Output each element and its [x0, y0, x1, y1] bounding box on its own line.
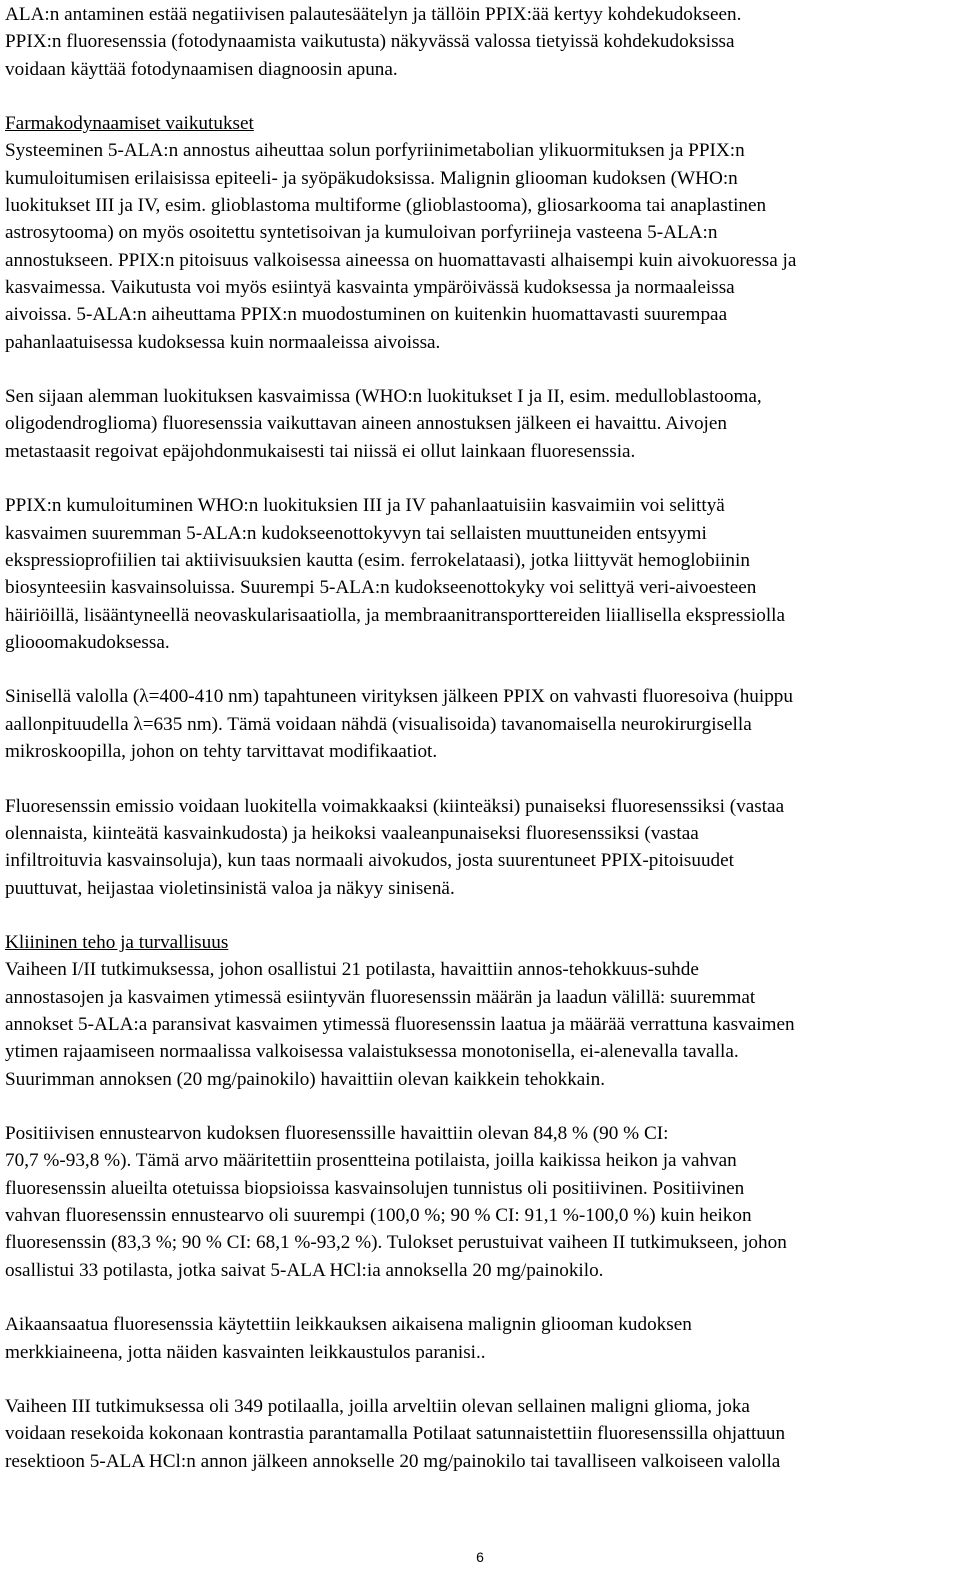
text-line: 70,7 %-93,8 %). Tämä arvo määritettiin prosentteina potilaista, joilla kaikissa heikon ja vahvan: [5, 1150, 737, 1172]
text-line: Vaiheen III tutkimuksessa oli 349 potilaalla, joilla arveltiin olevan sellainen maligni glioma, joka: [5, 1396, 750, 1418]
text-line: PPIX:n kumuloituminen WHO:n luokituksien III ja IV pahanlaatuisiin kasvaimiin voi selittyä: [5, 495, 725, 517]
text-line: pahanlaatuisessa kudoksessa kuin normaaleissa aivoissa.: [5, 331, 441, 353]
text-line: luokitukset III ja IV, esim. glioblastoma multiforme (glioblastooma), gliosarkooma tai anaplastinen: [5, 195, 767, 217]
text-line: metastaasit regoivat epäjohdonmukaisesti tai niissä ei ollut lainkaan fluoresenssia.: [5, 440, 636, 462]
text-line: voidaan resekoida kokonaan kontrastia parantamalla Potilaat satunnaistettiin fluoresenssilla ohjattuun: [5, 1423, 786, 1445]
paragraph-marker: [5, 1311, 955, 1366]
text-line: fluoresenssin alueilta otetuissa biopsioissa kasvainsolujen tunnistus oli positiivinen. Positiivinen: [5, 1177, 745, 1199]
text-line: kumuloitumisen erilaisissa epiteeli- ja syöpäkudoksissa. Malignin gliooman kudoksen (WHO:n: [5, 167, 738, 189]
text-line: gliooomakudoksessa.: [5, 631, 170, 653]
paragraph-intro: [5, 1, 955, 83]
text-line: osallistui 33 potilasta, jotka saivat 5-ALA HCl:ia annoksella 20 mg/painokilo.: [5, 1259, 604, 1281]
text-line: aallonpituudella λ=635 nm). Tämä voidaan nähdä (visualisoida) tavanomaisella neurokirurgisella: [5, 713, 752, 735]
paragraph-emission: [5, 793, 955, 902]
text-line: infiltroituvia kasvainsoluja), kun taas normaali aivokudos, josta suurentuneet PPIX-pitoisuudet: [5, 850, 735, 872]
text-line: Vaiheen I/II tutkimuksessa, johon osallistui 21 potilasta, havaittiin annos-tehokkuus-suhde: [5, 959, 699, 981]
text-line: merkkiaineena, jotta näiden kasvainten leikkaustulos paranisi..: [5, 1341, 486, 1363]
text-line: annostukseen. PPIX:n pitoisuus valkoisessa aineessa on huomattavasti alhaisempi kuin aivokuoressa ja: [5, 249, 797, 271]
text-line: olennaista, kiinteätä kasvainkudosta) ja heikoksi vaaleanpunaiseksi fluoresenssiksi (vastaa: [5, 822, 699, 844]
text-line: fluoresenssin (83,3 %; 90 % CI: 68,1 %-93,2 %). Tulokset perustuivat vaiheen II tutkimukseen, johon: [5, 1232, 787, 1254]
text-line: Sinisellä valolla (λ=400-410 nm) tapahtuneen virityksen jälkeen PPIX on vahvasti fluoresoiva (huippu: [5, 686, 793, 708]
text-line: Systeeminen 5-ALA:n annostus aiheuttaa solun porfyriinimetabolian ylikuormituksen ja PPIX:n: [5, 140, 745, 162]
section-heading-pharmacodynamics: Farmakodynaamiset vaikutukset: [5, 113, 254, 135]
text-line: Positiivisen ennustearvon kudoksen fluoresenssille havaittiin olevan 84,8 % (90 % CI:: [5, 1123, 669, 1145]
text-line: astrosytooma) on myös osoitettu syntetisoivan ja kumuloivan porfyriineja vasteena 5-ALA:n: [5, 222, 718, 244]
document-page: [5, 0, 955, 1475]
text-line: häiriöillä, lisääntyneellä neovaskularisaatiolla, ja membraanitransporttereiden liiallisella ekspressiolla: [5, 604, 786, 626]
text-line: PPIX:n fluoresenssia (fotodynaamista vaikutusta) näkyvässä valossa tietyissä kohdekudoksissa: [5, 31, 735, 53]
text-line: voidaan käyttää fotodynaamisen diagnoosin apuna.: [5, 58, 398, 80]
paragraph-blue-light: [5, 683, 955, 765]
section-heading-clinical-efficacy: Kliininen teho ja turvallisuus: [5, 932, 229, 954]
text-line: ekspressioprofiilien tai aktiivisuuksien kautta (esim. ferrokelataasi), jotka liittyvät hemoglobiinin: [5, 549, 750, 571]
text-line: annokset 5-ALA:a paransivat kasvaimen ytimessä fluoresenssin laatua ja määrää verrattuna kasvaimen: [5, 1013, 795, 1035]
text-line: Aikaansaatua fluoresenssia käytettiin leikkauksen aikaisena malignin gliooman kudoksen: [5, 1314, 692, 1336]
text-line: vahvan fluoresenssin ennustearvo oli suurempi (100,0 %; 90 % CI: 91,1 %-100,0 %) kuin heikon: [5, 1205, 752, 1227]
text-line: Sen sijaan alemman luokituksen kasvaimissa (WHO:n luokitukset I ja II, esim. medulloblastooma,: [5, 386, 762, 408]
paragraph-accumulation: [5, 492, 955, 656]
paragraph-low-grade: [5, 383, 955, 465]
text-line: Suurimman annoksen (20 mg/painokilo) havaittiin olevan kaikkein tehokkain.: [5, 1068, 606, 1090]
text-line: ytimen rajaamiseen normaalissa valkoisessa valaistuksessa monotonisella, ei-alenevalla tavalla.: [5, 1041, 739, 1063]
paragraph-predictive-value: [5, 1120, 955, 1284]
text-line: Fluoresenssin emissio voidaan luokitella voimakkaaksi (kiinteäksi) punaiseksi fluoresenssiksi (vastaa: [5, 795, 785, 817]
page-number: 6: [476, 1549, 484, 1565]
paragraph-clinical-efficacy: [5, 929, 955, 1093]
paragraph-phase-iii: [5, 1393, 955, 1475]
text-line: kasvaimessa. Vaikutusta voi myös esiintyä kasvainta ympäröivässä kudoksessa ja normaaleissa: [5, 276, 735, 298]
text-line: resektioon 5-ALA HCl:n annon jälkeen annokselle 20 mg/painokilo tai tavalliseen valkoiseen valolla: [5, 1450, 781, 1472]
text-line: aivoissa. 5-ALA:n aiheuttama PPIX:n muodostuminen on kuitenkin huomattavasti suurempaa: [5, 304, 728, 326]
text-line: biosynteesiin kasvainsoluissa. Suurempi 5-ALA:n kudokseenottokyky voi selittyä veri-aivoesteen: [5, 577, 757, 599]
text-line: ALA:n antaminen estää negatiivisen palautesäätelyn ja tällöin PPIX:ää kertyy kohdekudokseen.: [5, 4, 742, 25]
text-line: puuttuvat, heijastaa violetinsinistä valoa ja näkyy sinisenä.: [5, 877, 455, 899]
text-line: mikroskoopilla, johon on tehty tarvittavat modifikaatiot.: [5, 741, 438, 763]
paragraph-pharmacodynamics: [5, 110, 955, 356]
text-line: oligodendroglioma) fluoresenssia vaikuttavan aineen annostuksen jälkeen ei havaittu. Aivojen: [5, 413, 727, 435]
text-line: kasvaimen suuremman 5-ALA:n kudokseenottokyvyn tai sellaisten muuttuneiden entsyymi: [5, 522, 707, 544]
text-line: annostasojen ja kasvaimen ytimessä esiintyvän fluoresenssin määrän ja laadun välillä: suuremmat: [5, 986, 756, 1008]
